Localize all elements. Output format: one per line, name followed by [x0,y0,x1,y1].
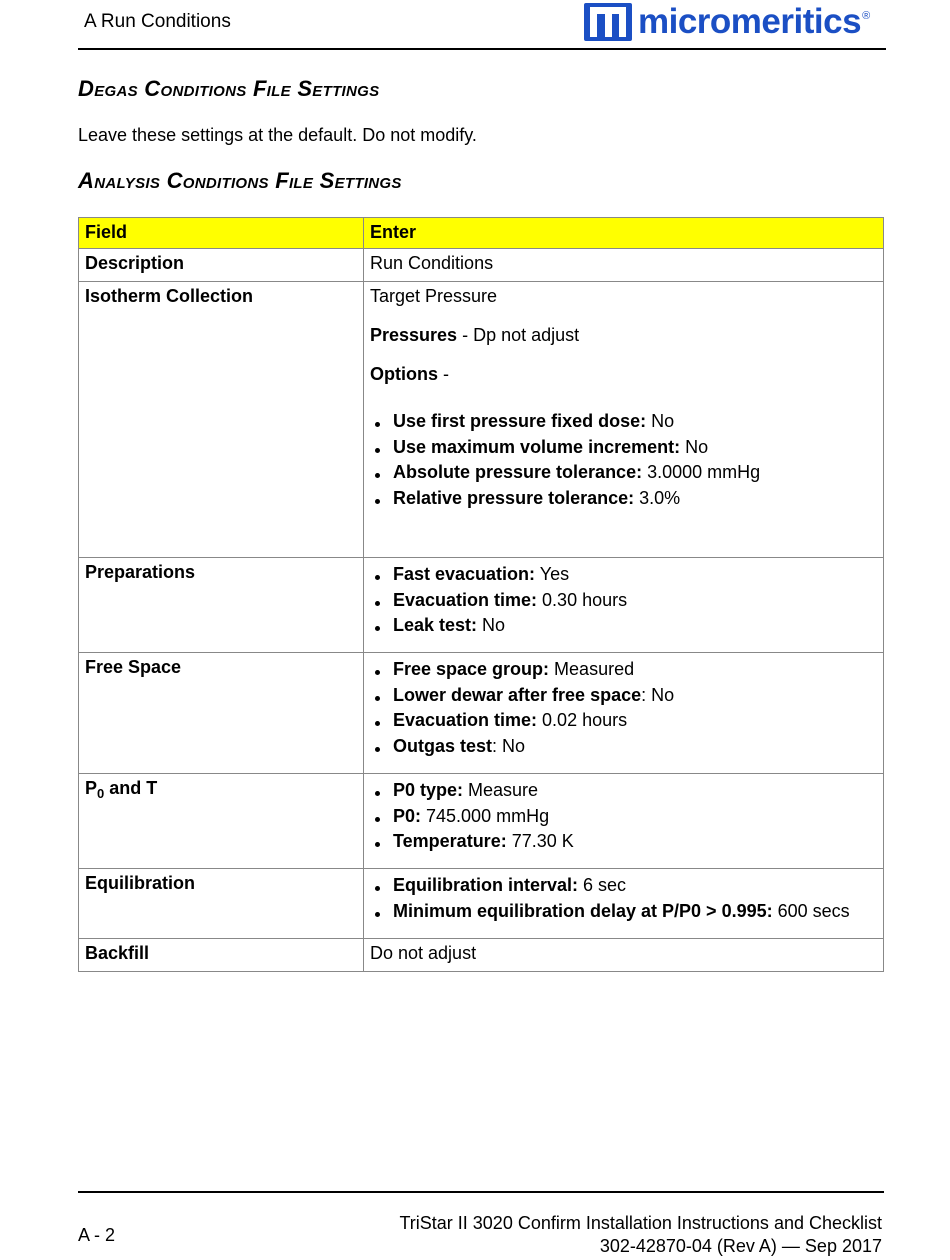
list-item: Lower dewar after free space: No [372,683,877,709]
list-item: Equilibration interval: 6 sec [372,873,877,899]
isotherm-pressures: Pressures - Dp not adjust [370,325,580,345]
list-item: Outgas test: No [372,734,877,760]
value-cell: Run Conditions [364,249,884,282]
table-row-backfill [79,939,884,972]
analysis-heading: Analysis Conditions File Settings [78,168,402,193]
field-cell: Preparations [79,558,364,653]
value-cell: Do not adjust [364,939,884,972]
logo-text: micromeritics [638,2,862,41]
value-cell [364,653,884,774]
column-header-field: Field [79,218,364,249]
field-cell: Free Space [79,653,364,774]
field-cell: Backfill [79,939,364,972]
field-cell: Description [79,249,364,282]
list-item: Use maximum volume increment: No [372,435,877,461]
table-row-preparations [79,558,884,653]
table-row-free-space [79,653,884,774]
footer-document-info [399,1212,882,1258]
page-number: A - 2 [78,1225,116,1245]
list-item: P0: 745.000 mmHg [372,804,877,830]
list-item: Temperature: 77.30 K [372,829,877,855]
list-item: Leak test: No [372,613,877,639]
list-item: Absolute pressure tolerance: 3.0000 mmHg [372,460,877,486]
header-rule [78,48,886,50]
free-space-list [370,657,877,759]
list-item: P0 type: Measure [372,778,877,804]
p0-t-list [370,778,877,855]
isotherm-options: Options - [370,364,449,384]
micromeritics-logo [584,2,870,42]
table-header-row [79,218,884,249]
list-item: Evacuation time: 0.02 hours [372,708,877,734]
equilibration-list [370,873,877,924]
footer-rule [78,1191,884,1193]
page-header-title: A Run Conditions [84,11,231,32]
field-cell: $P_0$ and T [79,774,364,869]
list-item: Fast evacuation: Yes [372,562,877,588]
logo-registered-mark: ® [862,10,871,22]
isotherm-options-list [370,409,877,511]
document-title: TriStar II 3020 Confirm Installation Instructions and Checklist [399,1213,882,1233]
field-cell: Equilibration [79,869,364,939]
list-item: Evacuation time: 0.30 hours [372,588,877,614]
value-cell [364,282,884,558]
logo-mark-icon [584,3,632,41]
list-item: Use first pressure fixed dose: No [372,409,877,435]
table-row-p0-and-t [79,774,884,869]
list-item: Minimum equilibration delay at P/P0 > 0.995: 600 secs [372,899,877,925]
list-item: Relative pressure tolerance: 3.0% [372,486,877,512]
degas-text: Leave these settings at the default. Do not modify. [78,125,477,145]
degas-heading: Degas Conditions File Settings [78,76,380,101]
value-cell [364,869,884,939]
field-cell: Isotherm Collection [79,282,364,558]
table-row-isotherm [79,282,884,558]
analysis-settings-table [78,217,884,972]
list-item: Free space group: Measured [372,657,877,683]
isotherm-target: Target Pressure [370,286,498,306]
table-row-description [79,249,884,282]
preparations-list [370,562,877,639]
column-header-enter: Enter [364,218,884,249]
value-cell [364,774,884,869]
document-number: 302-42870-04 (Rev A) — Sep 2017 [599,1236,882,1256]
value-cell [364,558,884,653]
table-row-equilibration [79,869,884,939]
